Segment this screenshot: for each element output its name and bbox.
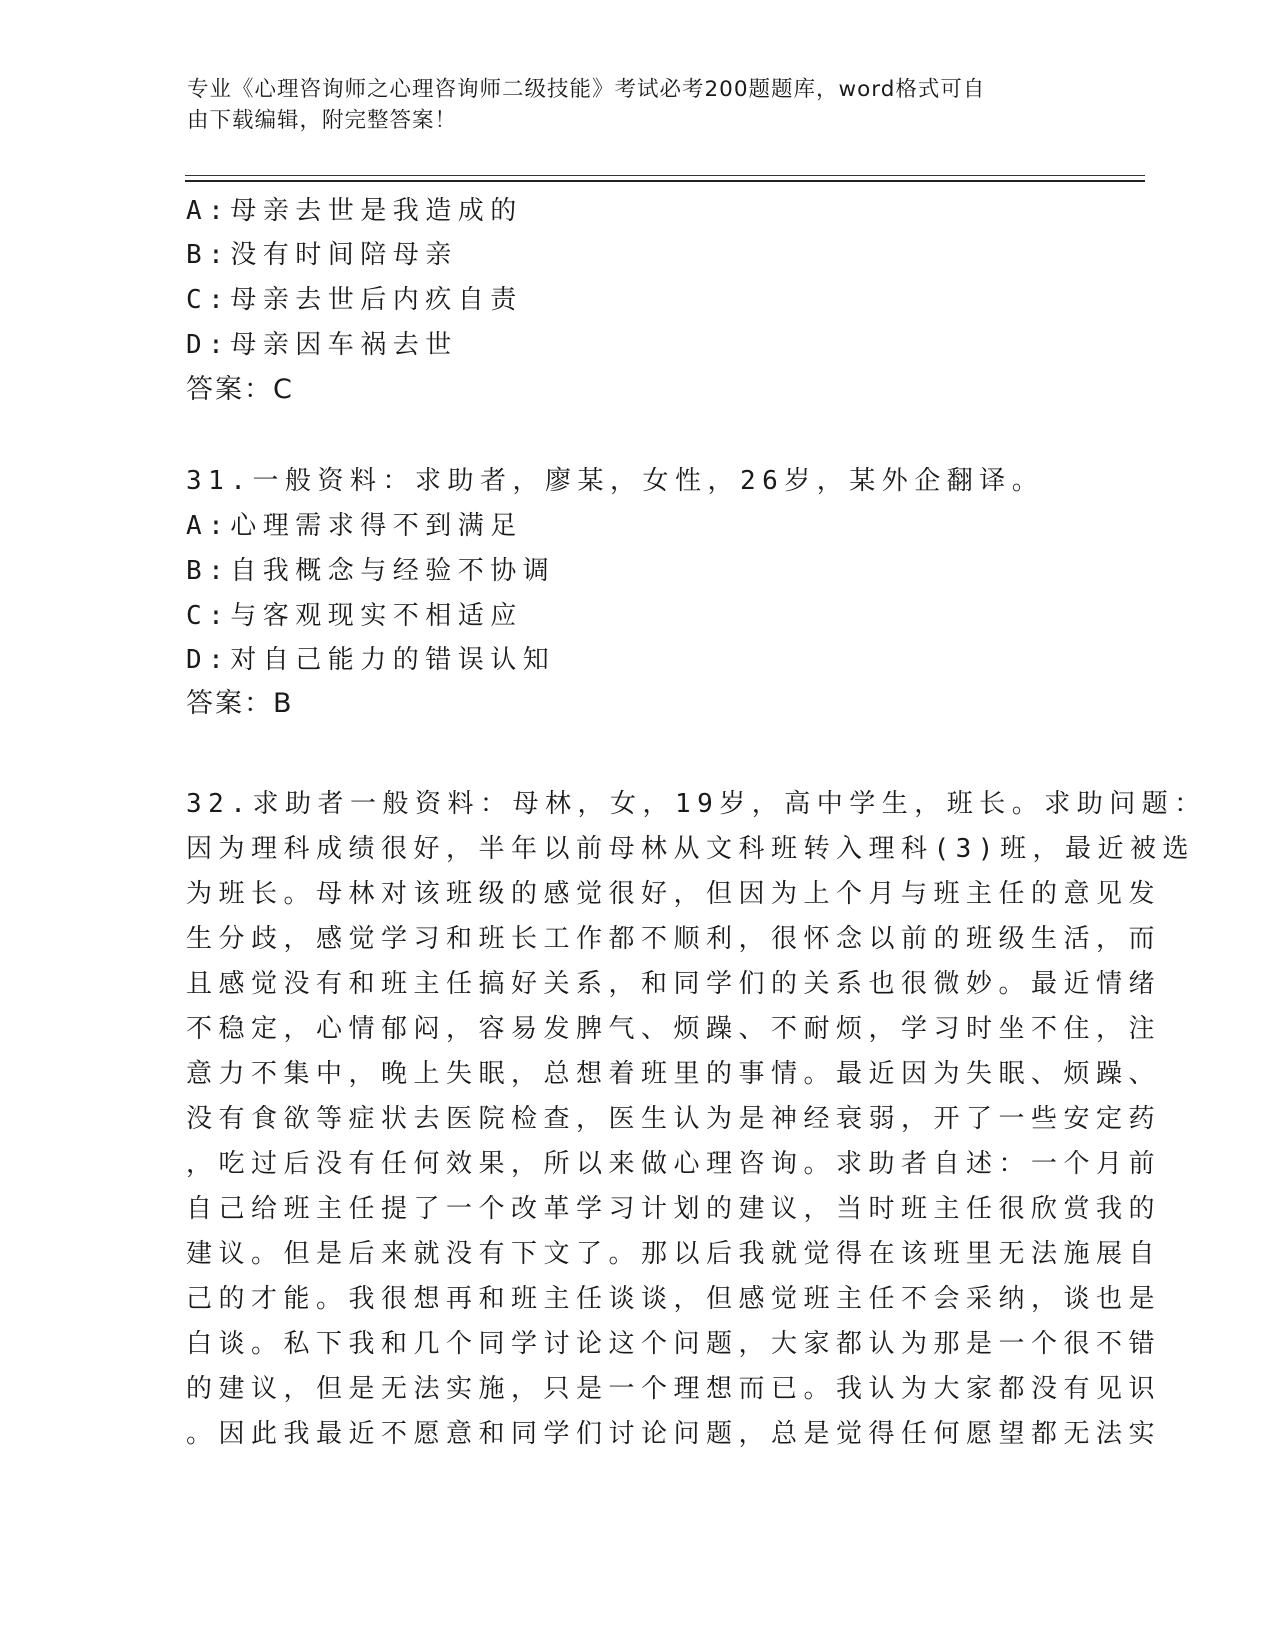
- q30-option-a: A:母亲去世是我造成的: [186, 196, 523, 226]
- q32-line: 己的才能。我很想再和班主任谈谈，但感觉班主任不会采纳，谈也是: [186, 1284, 1162, 1314]
- q32-line: 且感觉没有和班主任搞好关系，和同学们的关系也很微妙。最近情绪: [186, 969, 1162, 999]
- q32-line: 意力不集中，晚上失眠，总想着班里的事情。最近因为失眠、烦躁、: [186, 1059, 1162, 1089]
- q32-line: 32.求助者一般资料：母林，女，19岁，高中学生，班长。求助问题：: [186, 789, 1207, 819]
- document-header: [187, 74, 1067, 136]
- header-rule-thin: [185, 175, 1145, 176]
- q31-answer: 答案：B: [186, 688, 294, 719]
- q32-line: ，吃过后没有任何效果，所以来做心理咨询。求助者自述：一个月前: [186, 1149, 1162, 1179]
- q30-option-b: B:没有时间陪母亲: [186, 240, 458, 270]
- q32-line: 建议。但是后来就没有下文了。那以后我就觉得在该班里无法施展自: [186, 1239, 1162, 1269]
- q31-stem: 31.一般资料：求助者，廖某，女性，26岁，某外企翻译。: [186, 466, 1045, 496]
- q31-option-c: C:与客观现实不相适应: [186, 601, 523, 631]
- q32-line: 。因此我最近不愿意和同学们讨论问题，总是觉得任何愿望都无法实: [186, 1419, 1162, 1449]
- q31-option-a: A:心理需求得不到满足: [186, 511, 523, 541]
- q32-line: 的建议，但是无法实施，只是一个理想而已。我认为大家都没有见识: [186, 1374, 1162, 1404]
- q32-line: 没有食欲等症状去医院检查，医生认为是神经衰弱，开了一些安定药: [186, 1104, 1162, 1134]
- q32-line: 不稳定，心情郁闷，容易发脾气、烦躁、不耐烦，学习时坐不住，注: [186, 1014, 1162, 1044]
- header-line-2: 由下载编辑，附完整答案！: [187, 108, 458, 133]
- q30-answer: 答案：C: [186, 374, 294, 405]
- q32-line: 为班长。母林对该班级的感觉很好，但因为上个月与班主任的意见发: [186, 879, 1162, 909]
- header-line-1: 专业《心理咨询师之心理咨询师二级技能》考试必考200题题库，word格式可自: [187, 77, 986, 102]
- header-rule-thick: [185, 180, 1145, 182]
- q30-option-d: D:母亲因车祸去世: [186, 330, 458, 360]
- q32-line: 因为理科成绩很好，半年以前母林从文科班转入理科(3)班，最近被选: [186, 834, 1195, 864]
- q32-line: 白谈。私下我和几个同学讨论这个问题，大家都认为那是一个很不错: [186, 1329, 1162, 1359]
- q31-option-b: B:自我概念与经验不协调: [186, 556, 556, 586]
- q32-line: 自己给班主任提了一个改革学习计划的建议，当时班主任很欣赏我的: [186, 1194, 1162, 1224]
- q31-option-d: D:对自己能力的错误认知: [186, 645, 556, 675]
- q32-line: 生分歧，感觉学习和班长工作都不顺利，很怀念以前的班级生活，而: [186, 924, 1162, 954]
- q32-paragraph: [186, 782, 1207, 1457]
- q30-option-c: C:母亲去世后内疚自责: [186, 285, 523, 315]
